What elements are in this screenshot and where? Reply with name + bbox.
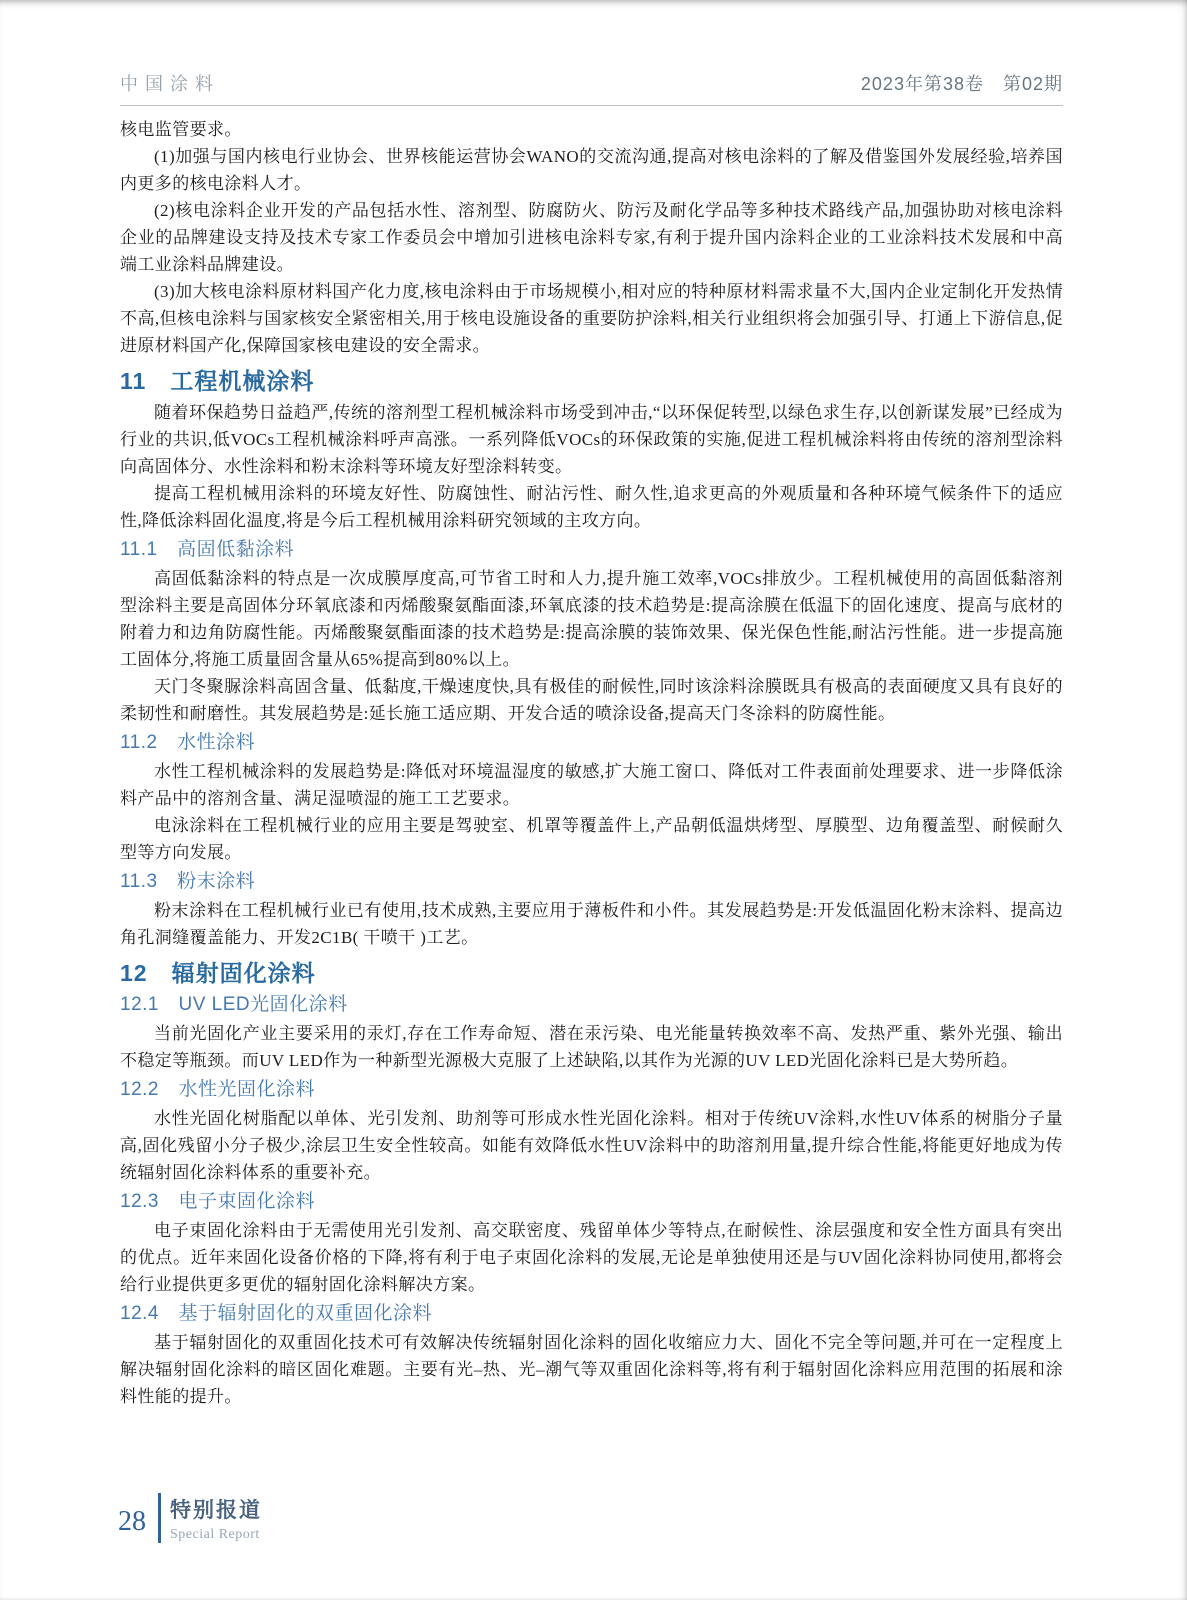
subsection-heading: 12.1 UV LED光固化涂料: [120, 994, 348, 1015]
paragraph: 基于辐射固化的双重固化技术可有效解决传统辐射固化涂料的固化收缩应力大、固化不完全等问题,并可在一定程度上解决辐射固化涂料的暗区固化难题。主要有光–热、光–潮气等双重固化涂料等,将有利于辐射固化涂料应用范围的拓展和涂料性能的提升。: [120, 1333, 1063, 1406]
paragraph: 水性光固化树脂配以单体、光引发剂、助剂等可形成水性光固化涂料。相对于传统UV涂料,水性UV体系的树脂分子量高,固化残留小分子极少,涂层卫生安全性较高。如能有效降低水性UV涂料中的助溶剂用量,提升综合性能,将能更好地成为传统辐射固化涂料体系的重要补充。: [120, 1109, 1063, 1182]
paragraph: 高固低黏涂料的特点是一次成膜厚度高,可节省工时和人力,提升施工效率,VOCs排放少。工程机械使用的高固低黏溶剂型涂料主要是高固体分环氧底漆和丙烯酸聚氨酯面漆,环氧底漆的技术趋势是:提高涂膜在低温下的固化速度、提高与底材的附着力和边角防腐性能。丙烯酸聚氨酯面漆的技术趋势是:提高涂膜的装饰效果、保光保色性能,耐沾污性能。进一步提高施工固体分,将施工质量固含量从65%提高到80%以上。: [120, 569, 1063, 669]
subsection-heading: 12.4 基于辐射固化的双重固化涂料: [120, 1303, 432, 1324]
footer-titles: [170, 1494, 262, 1543]
subsection-heading: 11.3 粉末涂料: [120, 871, 256, 892]
paragraph: (3)加大核电涂料原材料国产化力度,核电涂料由于市场规模小,相对应的特种原材料需求量不大,国内企业定制化开发热情不高,但核电涂料与国家核安全紧密相关,用于核电设施设备的重要防护涂料,相关行业组织将会加强引导、打通上下游信息,促进原材料国产化,保障国家核电建设的安全需求。: [120, 282, 1063, 355]
paragraph: (2)核电涂料企业开发的产品包括水性、溶剂型、防腐防火、防污及耐化学品等多种技术路线产品,加强协助对核电涂料企业的品牌建设支持及技术专家工作委员会中增加引进核电涂料专家,有利于提升国内涂料企业的工业涂料技术发展和中高端工业涂料品牌建设。: [120, 201, 1063, 274]
footer-divider: [158, 1493, 161, 1543]
paragraph: 提高工程机械用涂料的环境友好性、防腐蚀性、耐沾污性、耐久性,追求更高的外观质量和各种环境气候条件下的适应性,降低涂料固化温度,将是今后工程机械用涂料研究领域的主攻方向。: [120, 484, 1063, 530]
paragraph: 粉末涂料在工程机械行业已有使用,技术成熟,主要应用于薄板件和小件。其发展趋势是:开发低温固化粉末涂料、提高边角孔洞缝覆盖能力、开发2C1B( 干喷干 )工艺。: [120, 901, 1063, 947]
footer-section-title-en: Special Report: [170, 1526, 260, 1542]
page-body: [120, 116, 1063, 1410]
subsection-heading: 12.3 电子束固化涂料: [120, 1191, 315, 1212]
subsection-heading: 11.1 高固低黏涂料: [120, 539, 295, 560]
paragraph: 电子束固化涂料由于无需使用光引发剂、高交联密度、残留单体少等特点,在耐候性、涂层强度和安全性方面具有突出的优点。近年来固化设备价格的下降,将有利于电子束固化涂料的发展,无论是单独使用还是与UV固化涂料协同使用,都将会给行业提供更多更优的辐射固化涂料解决方案。: [120, 1221, 1063, 1294]
journal-name: 中国涂料: [120, 74, 220, 94]
paragraph: 电泳涂料在工程机械行业的应用主要是驾驶室、机罩等覆盖件上,产品朝低温烘烤型、厚膜型、边角覆盖型、耐候耐久型等方向发展。: [120, 816, 1063, 862]
page-footer: [118, 1493, 262, 1543]
paragraph: 随着环保趋势日益趋严,传统的溶剂型工程机械涂料市场受到冲击,“以环保促转型,以绿色求生存,以创新谋发展”已经成为行业的共识,低VOCs工程机械涂料呼声高涨。一系列降低VOCs的环保政策的实施,促进工程机械涂料将由传统的溶剂型涂料向高固体分、水性涂料和粉末涂料等环境友好型涂料转变。: [120, 403, 1063, 476]
footer-section-title-cn: 特别报道: [170, 1498, 262, 1522]
paragraph: 水性工程机械涂料的发展趋势是:降低对环境温湿度的敏感,扩大施工窗口、降低对工件表面前处理要求、进一步降低涂料产品中的溶剂含量、满足湿喷湿的施工工艺要求。: [120, 762, 1063, 808]
section-heading: 12 辐射固化涂料: [120, 960, 316, 986]
subsection-heading: 12.2 水性光固化涂料: [120, 1079, 315, 1100]
subsection-heading: 11.2 水性涂料: [120, 732, 256, 753]
paragraph: 当前光固化产业主要采用的汞灯,存在工作寿命短、潜在汞污染、电光能量转换效率不高、发热严重、紫外光强、输出不稳定等瓶颈。而UV LED作为一种新型光源极大克服了上述缺陷,以其作为光源的UV LED光固化涂料已是大势所趋。: [120, 1024, 1063, 1070]
section-heading: 11 工程机械涂料: [120, 368, 315, 394]
page-header: [120, 70, 1063, 106]
page-number: 28: [118, 1506, 146, 1537]
paragraph: (1)加强与国内核电行业协会、世界核能运营协会WANO的交流沟通,提高对核电涂料的了解及借鉴国外发展经验,培养国内更多的核电涂料人才。: [120, 147, 1063, 193]
paragraph: 核电监管要求。: [120, 120, 242, 139]
issue-info: 2023年第38卷 第02期: [860, 74, 1063, 94]
paragraph: 天门冬聚脲涂料高固含量、低黏度,干燥速度快,具有极佳的耐候性,同时该涂料涂膜既具有极高的表面硬度又具有良好的柔韧性和耐磨性。其发展趋势是:延长施工适应期、开发合适的喷涂设备,提高天门冬涂料的防腐性能。: [120, 677, 1063, 723]
